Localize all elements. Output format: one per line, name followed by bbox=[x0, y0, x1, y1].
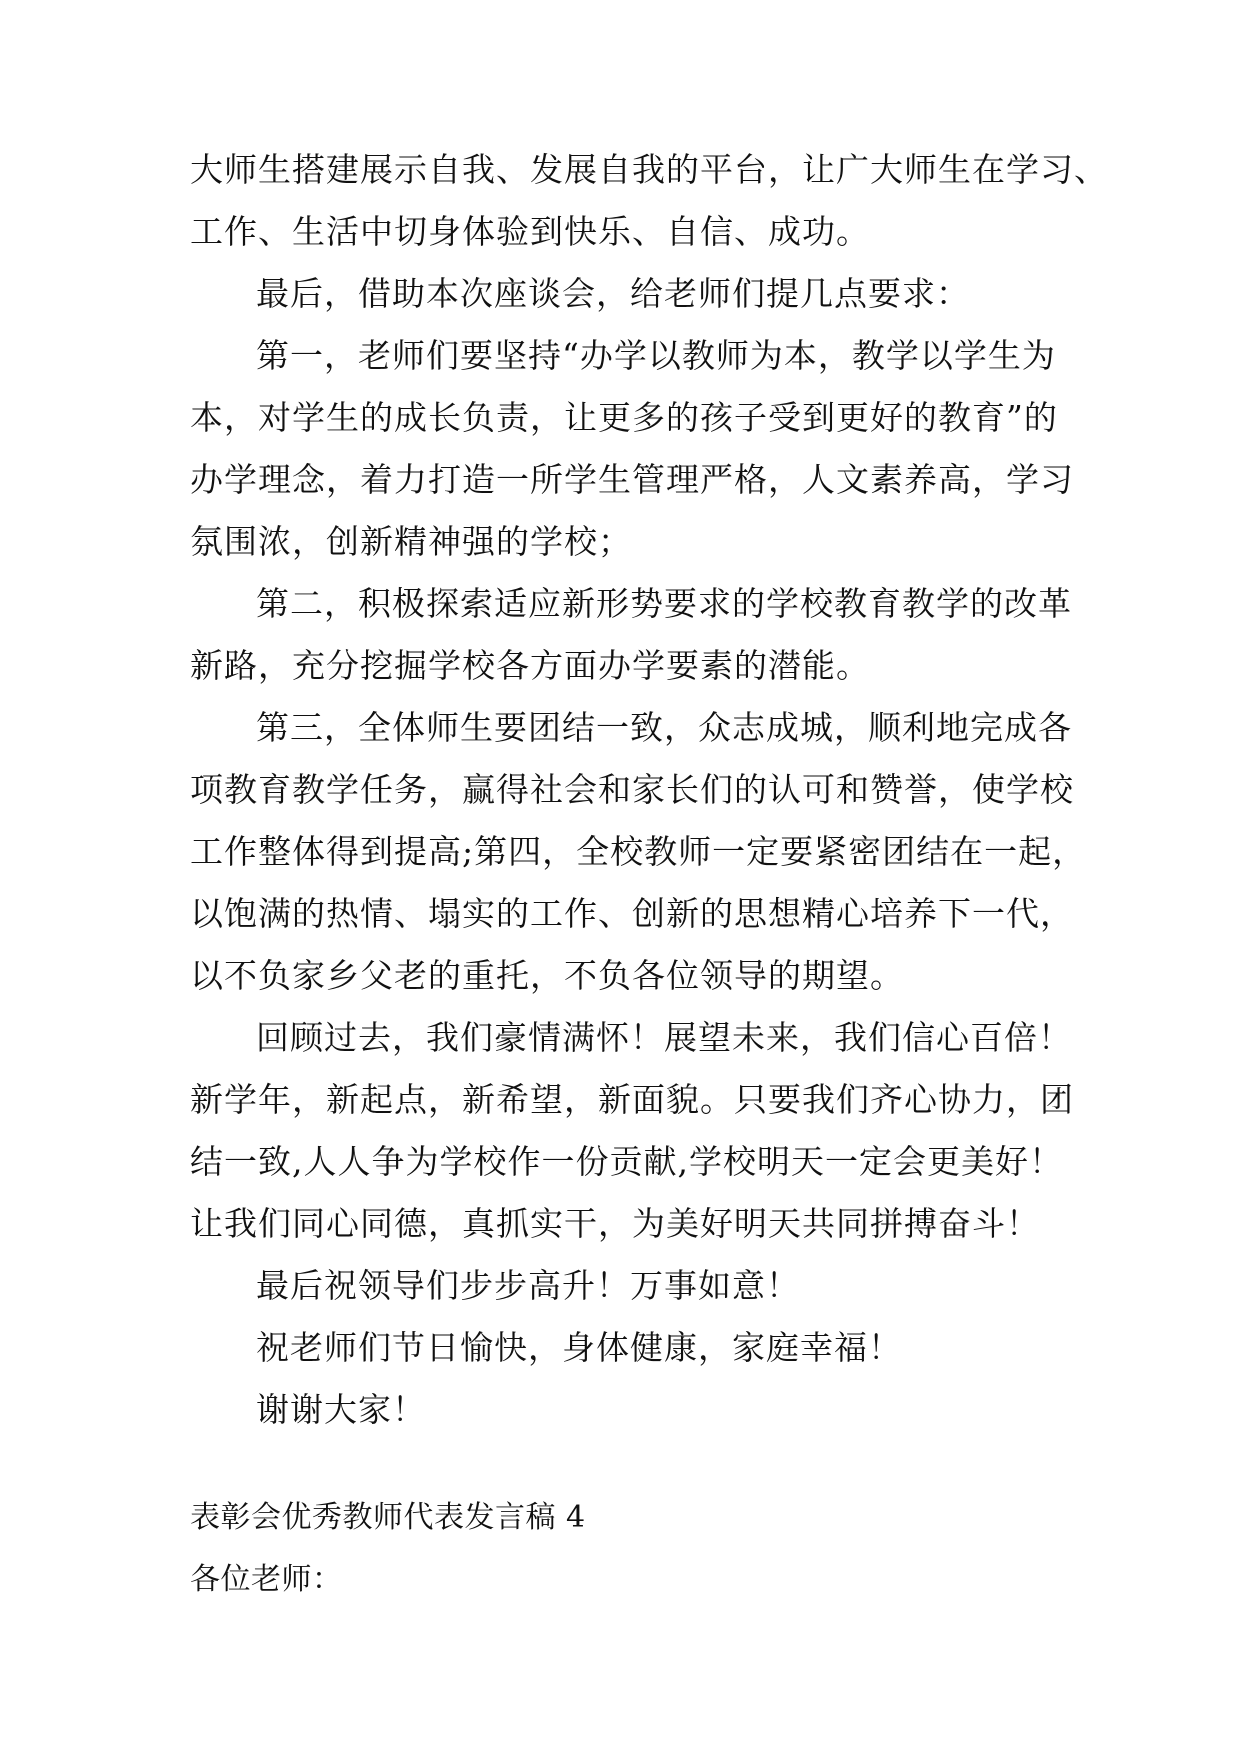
text-line: 回顾过去，我们豪情满怀！展望未来，我们信心百倍！ bbox=[256, 1018, 1072, 1057]
text-line: 本，对学生的成长负责，让更多的孩子受到更好的教育”的 bbox=[190, 398, 1058, 437]
text-line: 让我们同心同德，真抓实干，为美好明天共同拼搏奋斗！ bbox=[190, 1204, 1040, 1243]
text-line: 办学理念，着力打造一所学生管理严格，人文素养高，学习 bbox=[190, 460, 1074, 499]
text-line: 大师生搭建展示自我、发展自我的平台，让广大师生在学习、 bbox=[190, 150, 1108, 189]
salutation: 各位老师： bbox=[190, 1562, 343, 1597]
text-line: 祝老师们节日愉快，身体健康，家庭幸福！ bbox=[256, 1328, 902, 1367]
text-line: 项教育教学任务，赢得社会和家长们的认可和赞誉，使学校 bbox=[190, 770, 1074, 809]
text-line: 以不负家乡父老的重托，不负各位领导的期望。 bbox=[190, 956, 904, 995]
section-title: 表彰会优秀教师代表发言稿 4 bbox=[190, 1500, 586, 1535]
text-line: 结一致,人人争为学校作一份贡献,学校明天一定会更美好！ bbox=[190, 1142, 1063, 1181]
text-line: 最后祝领导们步步高升！万事如意！ bbox=[256, 1266, 800, 1305]
text-line: 新路，充分挖掘学校各方面办学要素的潜能。 bbox=[190, 646, 870, 685]
text-line: 以饱满的热情、塌实的工作、创新的思想精心培养下一代， bbox=[190, 894, 1074, 933]
text-line: 第三，全体师生要团结一致，众志成城，顺利地完成各 bbox=[256, 708, 1072, 747]
text-line: 最后，借助本次座谈会，给老师们提几点要求： bbox=[256, 274, 970, 313]
text-line: 工作整体得到提高;第四，全校教师一定要紧密团结在一起， bbox=[190, 832, 1087, 871]
text-line: 第一，老师们要坚持“办学以教师为本，教学以学生为 bbox=[256, 336, 1056, 375]
text-line: 氛围浓，创新精神强的学校； bbox=[190, 522, 632, 561]
text-line: 工作、生活中切身体验到快乐、自信、成功。 bbox=[190, 212, 870, 251]
text-line: 新学年，新起点，新希望，新面貌。只要我们齐心协力，团 bbox=[190, 1080, 1074, 1119]
text-line: 第二，积极探索适应新形势要求的学校教育教学的改革 bbox=[256, 584, 1072, 623]
text-line: 谢谢大家！ bbox=[256, 1390, 426, 1429]
